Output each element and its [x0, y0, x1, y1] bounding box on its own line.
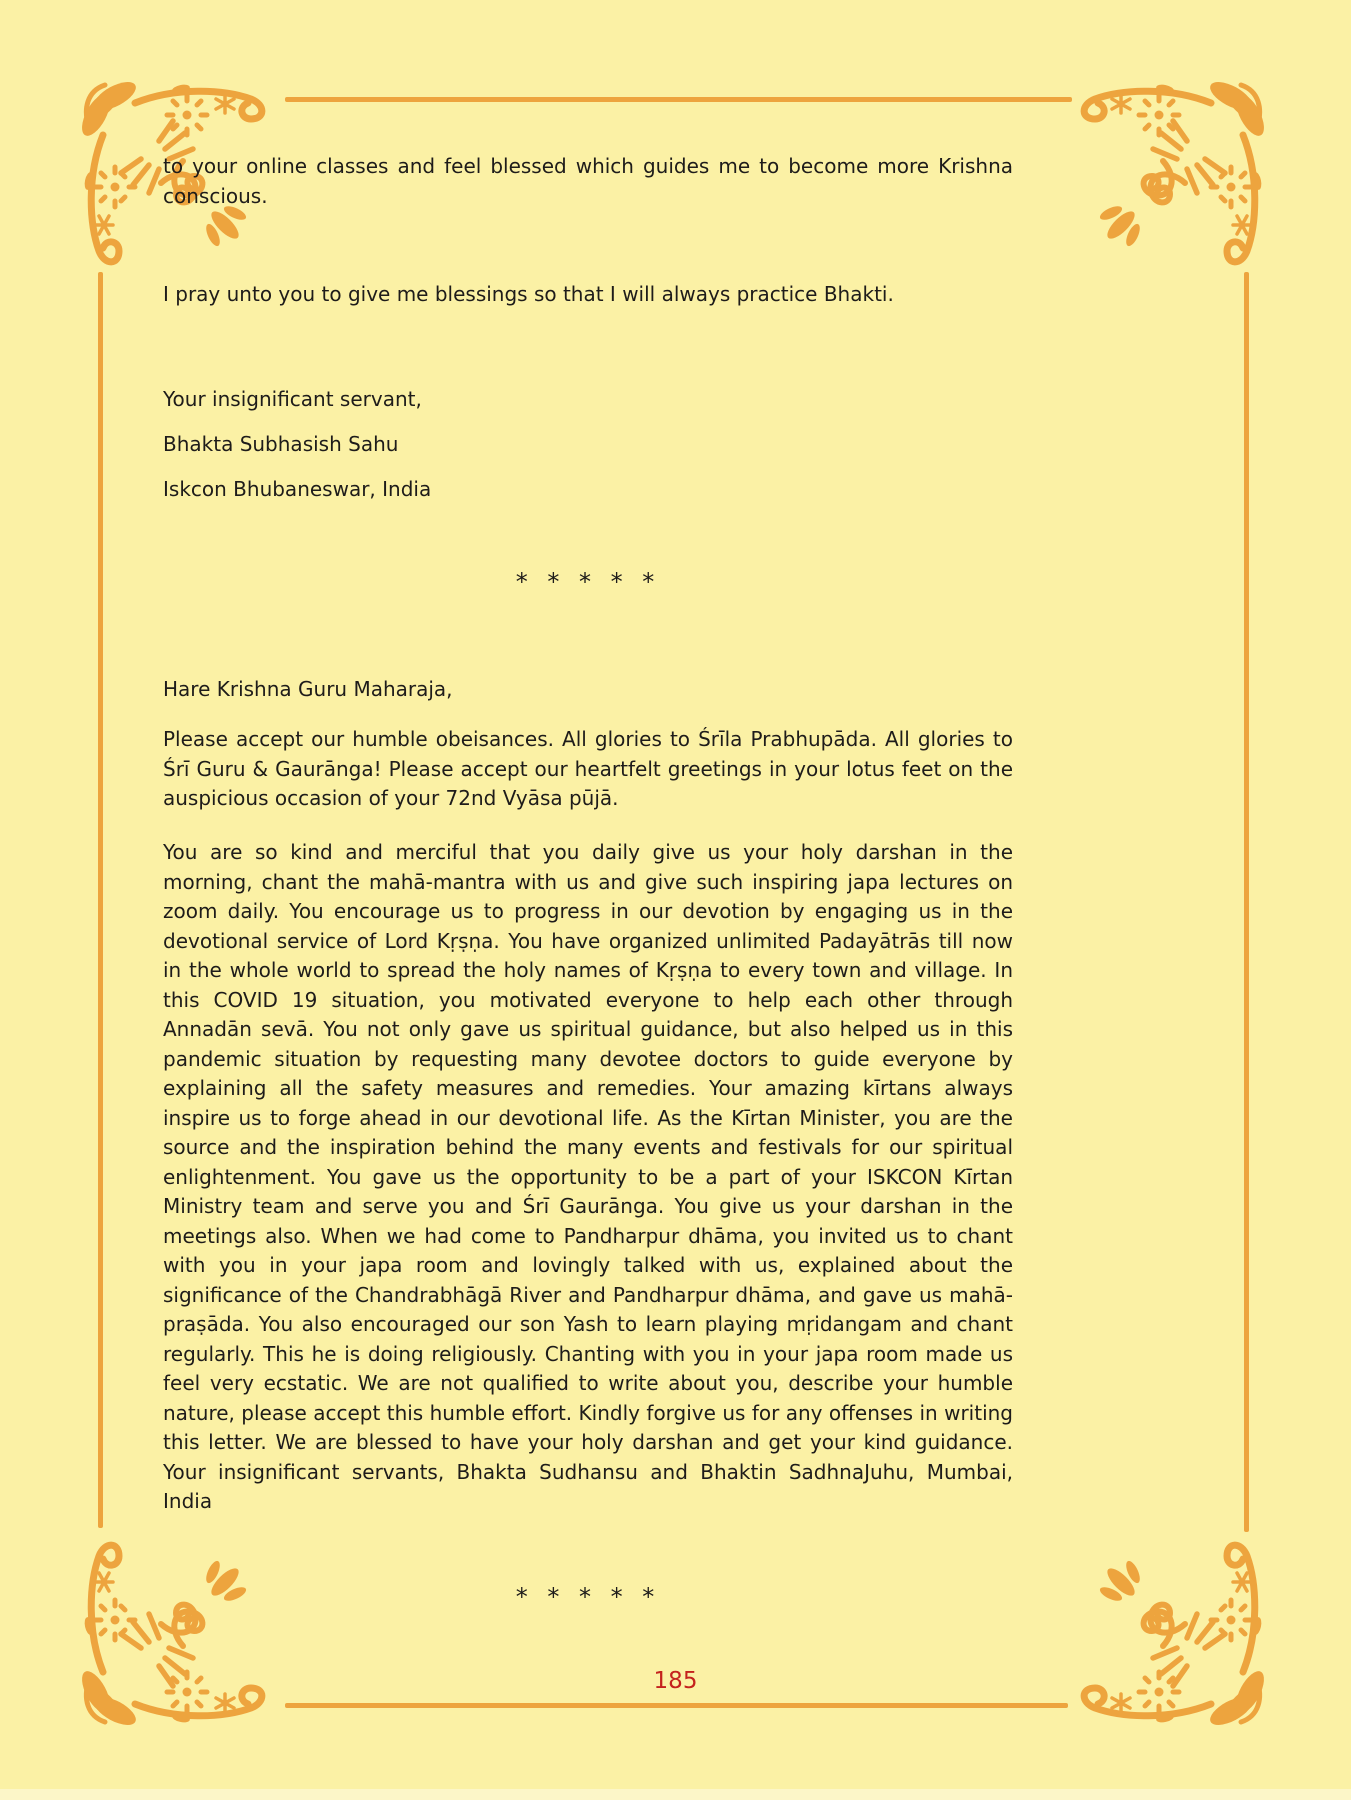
letter2-paragraph-2: You are so kind and merciful that you daily give us your holy darshan in the morning, chant the mahā-mantra with us and give such inspiring japa lectures on zoom daily. You encourage us to progress in our devotion by engaging us in the devotional service of Lord Kṛṣṇa. You have organized unlimited Padayātrās till now in the whole world to spread the holy names of Kṛṣṇa to every town and village. In this COVID 19 situation, you motivated everyone to help each other through Annadān sevā. You not only gave us spiritual guidance, but also helped us in this pandemic situation by requesting many devotee doctors to guide everyone by explaining all the safety measures and remedies. Your amazing kīrtans always inspire us to forge ahead in our devotional life. As the Kīrtan Minister, you are the source and the inspiration behind the many events and festivals for our spiritual enlightenment. You gave us the opportunity to be a part of your ISKCON Kīrtan Ministry team and serve you and Śrī Gaurānga. You give us your darshan in the meetings also. When we had come to Pandharpur dhāma, you invited us to chant with you in your japa room and lovingly talked with us, explained about the significance of the Chandrabhāgā River and Pandharpur dhāma, and gave us mahā-praṣāda. You also encouraged our son Yash to learn playing mṛidangam and chant regularly. This he is doing religiously. Chanting with you in your japa room made us feel very ecstatic. We are not qualified to write about you, describe your humble nature, please accept this humble effort. Kindly forgive us for any offenses in writing this letter. We are blessed to have your holy darshan and get your kind guidance. Your insignificant servants, Bhakta Sudhansu and Bhaktin SadhnaJuhu, Mumbai, India	[163, 840, 1013, 1513]
letter1-continuation-paragraph: to your online classes and feel blessed which guides me to become more Krishna conscious.	[163, 154, 1013, 208]
corner-ornament-bottom-right	[1071, 1532, 1271, 1732]
page-number: 185	[653, 1668, 698, 1694]
asterisk-separator: * * * * *	[515, 1583, 661, 1611]
page-bottom-edge	[0, 1789, 1351, 1800]
asterisk-separator: * * * * *	[515, 568, 661, 596]
letter1-prayer-line: I pray unto you to give me blessings so that I will always practice Bhakti.	[163, 282, 894, 306]
corner-ornament-top-right	[1071, 75, 1271, 275]
letter1-signature: Bhakta Subhasish Sahu	[163, 432, 399, 456]
letter2-salutation: Hare Krishna Guru Maharaja,	[163, 677, 453, 701]
letter2-paragraph-1: Please accept our humble obeisances. All glories to Śrīla Prabhupāda. All glories to Śrī Guru & Gaurānga! Please accept our heartfelt greetings in your lotus feet on the auspicious occasion of your 72nd Vyāsa pūjā.	[163, 727, 1013, 810]
letter1-location: Iskcon Bhubaneswar, India	[163, 477, 432, 501]
letter1-closing: Your insignificant servant,	[163, 387, 422, 411]
frame-line-left	[98, 272, 103, 1528]
frame-line-right	[1244, 272, 1249, 1532]
letter-text-column	[163, 0, 1013, 1800]
